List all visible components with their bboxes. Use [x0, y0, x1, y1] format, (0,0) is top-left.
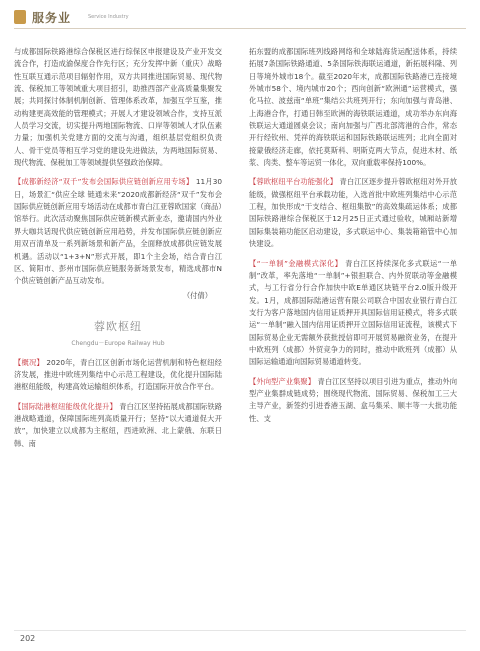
banner-subtitle: Chengdu－Europe Railway Hub	[71, 339, 165, 347]
right-column	[249, 46, 457, 425]
section-banner	[14, 318, 222, 347]
section-heading: 【蓉欧枢纽平台功能强化】	[249, 177, 338, 187]
section-heading: 【概况】	[14, 357, 44, 367]
section-logo-icon	[14, 10, 26, 24]
section-heading: 【成都新经济“双千”发布会国际供应链创新应用专场】	[14, 177, 194, 187]
left-paragraph-3	[14, 357, 222, 394]
left-paragraph-4	[14, 401, 222, 450]
left-column	[14, 46, 222, 450]
paragraph-text: 青白江区持续深化多式联运“一单制”改革，率先落地“一单制”+银担联合、内外贸联动等金融模式，与工行省分行合作加快中欧E单通区块链平台2.0版升级开发。1月，成都国际陆港运营有限公司联合中国农业银行青白江支行为客户落地国内信用证质押开具国际信用证模式，将多式联运“一单制”融入国内信用证质押开立国际信用证流程，该模式下国际贸易企业无需额外获批授信即可开展贸易融资业务，在提升中欧班列（成都）外贸竞争力的同时，推动中欧班列（成都）从国际运输通道向国际贸易通道转变。	[249, 258, 457, 367]
left-paragraph-1: 与成都国际铁路港综合保税区进行综保区申报建设及产业开发交流合作，打造成渝保度合作先行区；充分发挥中新（重庆）战略性互联互通示范项目辐射作用，双方共同推进国际贸易、现代物流、保税加工等领域重大项目招引，助推西部产业高质量集聚发展；共同探讨体制机制创新、管理体系改革，加强互学互鉴，推动构建更高效能的管理模式；开展人才建设领域合作，支持互派人员学习交流，切实提升两地国际物流、口岸等领域人才队伍素力量；加强机关党建方面的交流与沟通，组织基层党组织负责人、骨干党员等相互学习党的建设先进做法，为两地国际贸易、现代物流、保税加工等领域提供坚强政治保障。	[14, 47, 222, 168]
left-paragraph-2	[14, 176, 222, 287]
right-paragraph-3	[249, 258, 457, 369]
header-divider	[14, 28, 466, 29]
author-signature: （付倩）	[182, 290, 212, 300]
section-heading: 【“一单制”金融模式深化】	[249, 258, 343, 268]
right-paragraph-4	[249, 376, 457, 425]
right-paragraph-2	[249, 176, 457, 250]
footer-divider	[14, 630, 466, 631]
paragraph-text: 青白江区逐步提升蓉欧枢纽对外开放能级，做强枢纽平台承载功能，入选首批中欧班列集结中心示范工程，加快形成“干支结合、枢纽集散”的高效集疏运体系；成都国际铁路港综合保税区于12月25日正式通过验收，城厢站新增国际集装箱功能区启动建设，多式联运中心、集装箱箱管中心加快建设。	[249, 177, 458, 249]
page-number: 202	[20, 634, 36, 643]
banner-title: 蓉欧枢纽	[94, 319, 142, 333]
section-heading: 【国际陆港枢纽能级优化提升】	[14, 401, 117, 411]
paragraph-text: 2020年，青白江区创新市场化运营机制和特色枢纽经济发展，推进中欧班列集结中心示范工程建设，优化提升国际陆港枢纽能级，构建高效运输组织体系，打造国际开放合作平台。	[14, 357, 222, 392]
right-paragraph-1: 拓东盟的成都国际班列线路网络和全球陆海货运配送体系，持续拓展7条国际铁路通道、5条国际铁海联运通道，新拓展科隆、列日等境外城市18个。截至2020年末，成都国际铁路港已连接境外城市58个、境内城市20个；西向创新“欧洲通”运营模式，强化马拉、波兹南“单班”集结公共班列开行；东向加强与青岛港、上海港合作，打通日韩至欧洲的海铁联运通道，成功举办东向海铁联运大通道圆桌会议；南向加强与广西北部湾港的合作，常态开行经钦州、凭祥的海铁联运和国际铁路联运班列；北向全面对接蒙俄经济走廊，依托莫斯科、明斯克两大节点，促进木材、纸浆、肉类、整车等运贸一体化，双向重载率保持100%。	[249, 47, 457, 168]
paragraph-text: 青白江区坚持以项目引进为重点，推动外向型产业集群成链成势；围绕现代物流、国际贸易、保税加工三大主导产业，新签约引进香港玉湖、盒马集采、顺丰等一大批功能性、支	[249, 376, 457, 423]
section-heading: 【外向型产业集聚】	[249, 376, 316, 386]
paragraph-text: 11月30日，场景汇“供应全球 链通未来”2020成都新经济“双千”发布会国际供应链创新应用专场活动在成都市青白江亚蓉欧国家（商品）馆举行。此次活动聚焦国际供应链新模式新业态，邀请国内外业界大咖共话现代供应链创新应用趋势，并发布国际供应链创新应用双百清单及一系列新场景和新产品，全面释放成都供应链发展机遇。活动以“1+3+N”形式开展，即1个主会场，结合青白江区、简阳市、彭州市国际供应链服务新场景发布，精选成都市N个供应链创新产品互动发布。	[14, 177, 222, 286]
page-header	[14, 9, 466, 29]
paragraph-text: 青白江区坚持拓展成都国际铁路港战略通道，保障国际班列高质量开行；坚持“以大通道促大开放”，加快建立以成都为主枢纽，西进欧洲、北上蒙俄、东联日韩、南	[14, 401, 223, 448]
section-subtitle: Service Industry	[88, 14, 129, 20]
section-title: 服务业	[32, 11, 72, 25]
